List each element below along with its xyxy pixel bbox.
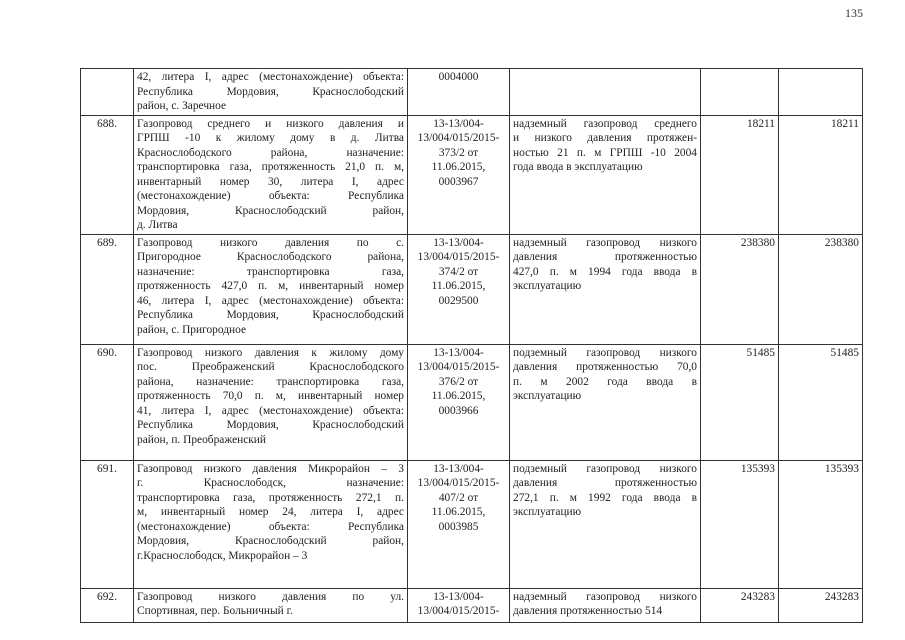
object-description	[134, 69, 408, 116]
object-characteristics-line: подземный газопровод низкого	[513, 346, 697, 359]
value-cell: 238380	[701, 234, 779, 344]
registration-record-line: 0003967	[438, 175, 479, 188]
object-description-line: Республика Мордовия, Краснослободский	[137, 85, 404, 98]
object-description-line: Пригородное Краснослободского района,	[137, 251, 404, 263]
row-number: 692.	[81, 588, 134, 622]
registration-record-line: 11.06.2015,	[431, 390, 486, 402]
object-characteristics-line: ностью 21 п. м ГРПШ -10 2004	[513, 146, 697, 159]
object-description-line: инвентарный номер 30, литера I, адрес	[137, 175, 404, 188]
value-cell: 243283	[701, 588, 779, 622]
object-description	[134, 588, 408, 622]
registration-record	[408, 115, 510, 234]
registration-record-line: 373/2 от	[438, 146, 479, 159]
object-characteristics-line: эксплуатацию	[513, 506, 582, 518]
value-cell: 18211	[779, 115, 863, 234]
object-characteristics-line: эксплуатацию	[513, 390, 582, 402]
value-cell: 238380	[779, 234, 863, 344]
object-characteristics-line: п. м 2002 года ввода в	[513, 375, 697, 388]
registration-record-line: 13-13/004-	[433, 590, 484, 603]
registration-record-line: 0004000	[438, 71, 479, 83]
object-description-line: 41, литера I, адрес (местонахождение) объекта:	[137, 404, 404, 417]
registration-record	[408, 588, 510, 622]
table-row	[81, 460, 863, 588]
object-characteristics-line: давления протяженностью 514	[513, 605, 663, 617]
object-characteristics	[510, 460, 701, 588]
page-number: 135	[845, 6, 863, 20]
object-description-line: Газопровод низкого давления по с.	[137, 236, 404, 249]
object-description	[134, 115, 408, 234]
value-cell	[779, 69, 863, 116]
object-description-line: г.Краснослободск, Микрорайон – 3	[137, 549, 308, 562]
object-description-line: транспортировка газа, протяженность 272,1 п.	[137, 491, 404, 504]
object-description-line: район, с. Заречное	[137, 100, 227, 112]
object-characteristics-line: 427,0 п. м 1994 года ввода в	[513, 265, 697, 278]
object-description-line: Мордовия, Краснослободский район,	[137, 535, 404, 547]
object-description	[134, 460, 408, 588]
object-description-line: м, инвентарный номер 24, литера I, адрес	[137, 506, 404, 518]
registration-record-line: 0003966	[438, 404, 479, 417]
object-characteristics-line: 272,1 п. м 1992 года ввода в	[513, 491, 697, 504]
registration-record	[408, 460, 510, 588]
object-characteristics	[510, 588, 701, 622]
object-description-line: района, назначение: транспортировка газа,	[137, 375, 404, 388]
object-description-line: (местонахождение) объекта: Республика	[137, 190, 404, 202]
object-characteristics	[510, 234, 701, 344]
object-characteristics-line: давления протяженностью 70,0	[513, 361, 697, 373]
object-description-line: Краснослободского района, назначение:	[137, 146, 404, 159]
table-row	[81, 588, 863, 622]
object-characteristics	[510, 115, 701, 234]
registration-record-line: 11.06.2015,	[431, 280, 486, 292]
object-characteristics-line: давления протяженностью	[513, 477, 697, 489]
object-description	[134, 234, 408, 344]
registration-record-line: 13/004/015/2015-	[417, 361, 500, 373]
object-characteristics-line: давления протяженностью	[513, 251, 697, 263]
object-characteristics-line: надземный газопровод среднего	[513, 117, 697, 130]
object-characteristics-line: подземный газопровод низкого	[513, 462, 697, 475]
table-row	[81, 344, 863, 460]
registration-record	[408, 344, 510, 460]
property-registry-table	[80, 68, 863, 623]
object-description-line: транспортировка газа, протяженность 21,0 п. м,	[137, 161, 404, 173]
registration-record-line: 13/004/015/2015-	[417, 477, 500, 489]
object-description-line: 46, литера I, адрес (местонахождение) объекта:	[137, 294, 404, 307]
value-cell: 135393	[701, 460, 779, 588]
object-description-line: Мордовия, Краснослободский район,	[137, 204, 404, 217]
row-number: 690.	[81, 344, 134, 460]
table-row	[81, 69, 863, 116]
registration-record-line: 13/004/015/2015-	[417, 605, 500, 617]
object-description	[134, 344, 408, 460]
object-description-line: Газопровод среднего и низкого давления и	[137, 117, 404, 130]
object-description-line: назначение: транспортировка газа,	[137, 265, 404, 278]
registration-record-line: 11.06.2015,	[431, 506, 486, 518]
registration-record-line: 374/2 от	[438, 265, 479, 278]
object-description-line: Спортивная, пер. Больничный г.	[137, 605, 293, 617]
object-description-line: пос. Преображенский Краснослободского	[137, 361, 404, 373]
object-description-line: протяженность 70,0 п. м, инвентарный номер	[137, 390, 404, 402]
row-number: 689.	[81, 234, 134, 344]
object-description-line: г. Краснослободск, назначение:	[137, 477, 404, 489]
object-description-line: район, п. Преображенский	[137, 433, 266, 446]
row-number: 691.	[81, 460, 134, 588]
object-description-line: Газопровод низкого давления к жилому дому	[137, 346, 404, 359]
object-characteristics-line: надземный газопровод низкого	[513, 236, 697, 249]
registration-record-line: 13-13/004-	[433, 236, 484, 249]
row-number: 688.	[81, 115, 134, 234]
registration-record-line: 13-13/004-	[433, 346, 484, 359]
registration-record-line: 407/2 от	[438, 491, 479, 504]
registration-record-line: 376/2 от	[438, 375, 479, 388]
registration-record	[408, 69, 510, 116]
registration-record-line: 13/004/015/2015-	[417, 132, 500, 144]
object-characteristics-line: года ввода в эксплуатацию	[513, 161, 643, 173]
object-characteristics-line: и низкого давления протяжен-	[513, 132, 697, 144]
value-cell: 51485	[779, 344, 863, 460]
object-description-line: д. Литва	[137, 219, 178, 231]
object-description-line: ГРПШ -10 к жилому дому в д. Литва	[137, 132, 404, 144]
object-description-line: Республика Мордовия, Краснослободский	[137, 309, 404, 321]
object-characteristics	[510, 344, 701, 460]
object-description-line: район, с. Пригородное	[137, 323, 247, 336]
value-cell: 135393	[779, 460, 863, 588]
table-row	[81, 234, 863, 344]
value-cell: 51485	[701, 344, 779, 460]
registration-record-line: 0003985	[438, 520, 479, 533]
object-description-line: Газопровод низкого давления по ул.	[137, 590, 404, 603]
object-description-line: (местонахождение) объекта: Республика	[137, 520, 404, 533]
value-cell: 243283	[779, 588, 863, 622]
registration-record-line: 13/004/015/2015-	[417, 251, 500, 263]
table-row	[81, 115, 863, 234]
object-characteristics-line: эксплуатацию	[513, 280, 582, 292]
object-description-line: протяженность 427,0 п. м, инвентарный номер	[137, 280, 404, 292]
row-number	[81, 69, 134, 116]
object-characteristics-line: надземный газопровод низкого	[513, 590, 697, 603]
registration-record-line: 13-13/004-	[433, 117, 484, 130]
registration-record-line: 13-13/004-	[433, 462, 484, 475]
object-description-line: 42, литера I, адрес (местонахождение) объекта:	[137, 71, 404, 83]
value-cell	[701, 69, 779, 116]
object-characteristics	[510, 69, 701, 116]
registration-record-line: 11.06.2015,	[431, 161, 486, 173]
registration-record-line: 0029500	[438, 294, 479, 307]
object-description-line: Газопровод низкого давления Микрорайон – 3	[137, 462, 404, 475]
registration-record	[408, 234, 510, 344]
object-description-line: Республика Мордовия, Краснослободский	[137, 419, 404, 431]
value-cell: 18211	[701, 115, 779, 234]
